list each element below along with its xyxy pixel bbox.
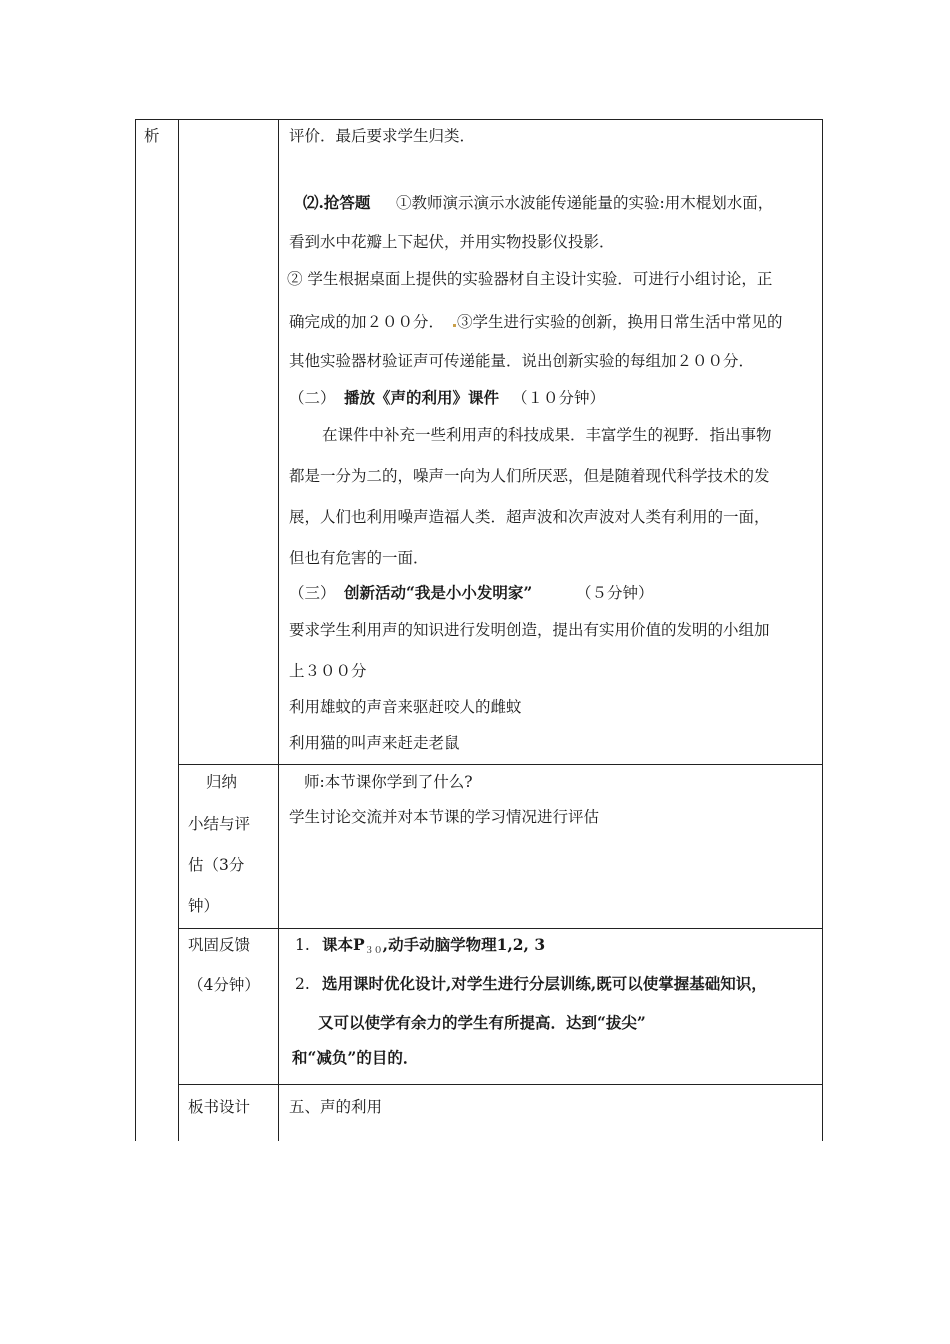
main-line-13: 利用雄蚊的声音来驱赶咬人的雌蚊 [289,698,522,716]
main-line-6: 其他实验器材验证声可传递能量．说出创新实验的每组加２００分． [289,352,755,370]
consolidate-item1-number: 1. [295,936,310,954]
summary-line-1: 师:本节课你学到了什么? [304,773,473,791]
board-text: 五、声的利用 [289,1098,383,1116]
consolidate-item2: 选用课时优化设计,对学生进行分层训练,既可以使掌握基础知识， [322,974,767,993]
column1-label: 析 [144,127,160,145]
main-line-12: 上３００分 [289,662,367,680]
row-divider-consolidate [178,928,823,929]
highlight-mark [453,324,456,327]
main-line-2: 看到水中花瓣上下起伏，并用实物投影仪投影． [289,233,615,251]
summary-label-line-4: 钟） [188,897,220,915]
consolidate-label-line-2: （4分钟） [188,976,260,994]
table-left-border [135,119,136,1141]
part2-number: （二） [289,389,336,407]
part2-time: （１０分钟） [512,389,606,407]
quick-answer-title: ⑵.抢答题 [303,193,371,212]
summary-line-2: 学生讨论交流并对本节课的学习情况进行评估 [289,808,600,826]
item1-subscript: ３０ [364,946,383,956]
summary-label-line-2: 小结与评 [188,815,251,833]
summary-label-line-3: 估（3分 [188,856,245,874]
main-line-8: 都是一分为二的，噪声一向为人们所厌恶，但是随着现代科学技术的发 [289,467,770,485]
main-line-4: 确完成的加２００分． [289,313,445,331]
main-line-11: 要求学生利用声的知识进行发明创造，提出有实用价值的发明的小组加 [289,621,770,639]
part2-title: 播放《声的利用》课件 [344,388,500,407]
part3-number: （三） [289,584,336,602]
board-label: 板书设计 [188,1098,251,1116]
table-right-border [822,119,823,1141]
main-line-10: 但也有危害的一面． [289,549,429,567]
summary-label-line-1: 归纳 [206,773,238,791]
quick-answer-text: ①教师演示演示水波能传递能量的实验:用木棍划水面， [396,194,774,212]
column-divider-2 [278,119,279,1141]
item1-rest: ,动手动脑学物理1,2, 3 [382,935,546,954]
consolidate-item1 [322,935,545,961]
consolidate-line-2: 和“减负”的目的． [292,1048,419,1067]
main-line-1: 评价．最后要求学生归类． [289,127,476,145]
item1-text: 课本P [322,935,365,954]
main-line-9: 展，人们也利用噪声造福人类．超声波和次声波对人类有利用的一面， [289,508,770,526]
column-divider-1 [178,119,179,1141]
row-divider-summary [178,764,823,765]
part3-title: 创新活动“我是小小发明家” [344,583,533,602]
table-top-border [135,119,823,120]
consolidate-label-line-1: 巩固反馈 [188,936,251,954]
consolidate-line-1: 又可以使学有余力的学生有所提高．达到“拔尖” [318,1013,646,1032]
consolidate-item2-number: 2. [295,975,310,993]
main-line-14: 利用猫的叫声来赶走老鼠 [289,734,460,752]
main-line-5: ③学生进行实验的创新，换用日常生活中常见的 [457,313,783,331]
main-line-3: ② 学生根据桌面上提供的实验器材自主设计实验．可进行小组讨论，正 [287,270,773,288]
main-line-7: 在课件中补充一些利用声的科技成果．丰富学生的视野．指出事物 [322,426,772,444]
part3-time: （５分钟） [576,584,654,602]
row-divider-board [178,1084,823,1085]
